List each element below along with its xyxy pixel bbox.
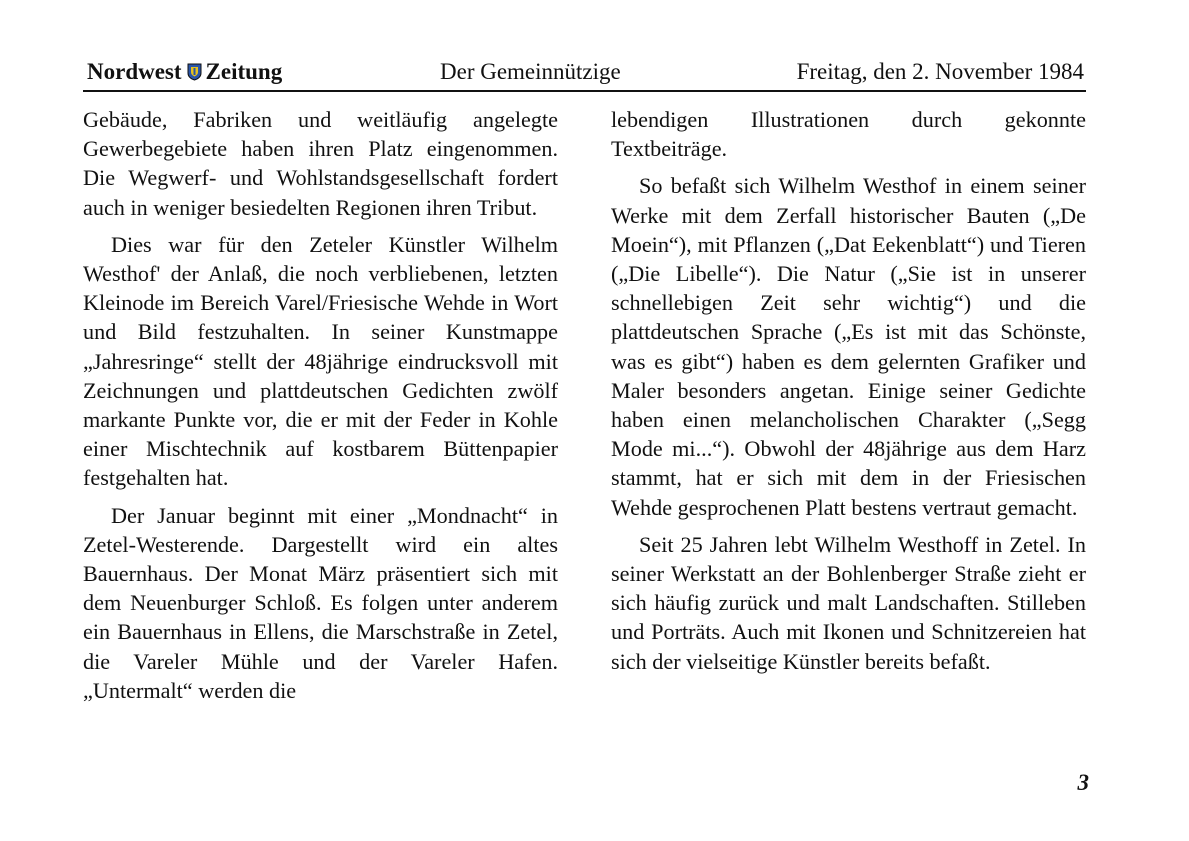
publication-name: Der Gemeinnützige xyxy=(440,59,621,84)
paragraph: Seit 25 Jahren lebt Wilhelm Westhoff in Zetel. In seiner Werkstatt an der Bohlenberger Straße zieht er sich häufig zurück und malt Landschaften. Stilleben und Porträts. Auch mit Ikonen und Schnitzereien hat sich der vielseitige Künstler bereits befaßt. xyxy=(611,531,1086,674)
masthead-word-nordwest: Nordwest xyxy=(87,59,182,84)
left-column xyxy=(83,105,558,713)
page-number: 3 xyxy=(1077,770,1089,795)
paragraph: So befaßt sich Wilhelm Westhof in einem seiner Werke mit dem Zerfall historischer Bauten („De Moein“), mit Pflanzen („Dat Eekenblatt“) und Tieren („Die Libelle“). Die Natur („Sie ist in unserer schnellebigen Zeit sehr wichtig“) und die plattdeutschen Sprache („Es ist mit das Schönste, was es gibt“) haben es dem gelernten Grafiker und Maler besonders angetan. Einige seiner Gedichte haben einen melancholischen Charakter („Segg Mode mi...“). Obwohl der 48jährige aus dem Harz stammt, hat er sich mit dem in der Friesischen Wehde gesprochenen Platt bestens vertraut gemacht. xyxy=(611,173,1086,520)
publication-date: Freitag, den 2. November 1984 xyxy=(796,59,1084,84)
right-column xyxy=(611,105,1086,684)
paragraph: lebendigen Illustrationen durch gekonnte Textbeiträge. xyxy=(611,107,1086,162)
coat-of-arms-icon xyxy=(187,63,202,81)
paragraph: Der Januar beginnt mit einer „Mondnacht“ in Zetel-Westerende. Dargestellt wird ein altes Bauernhaus. Der Monat März präsentiert sich mit dem Neuenburger Schloß. Es folgen unter anderem ein Bauernhaus in Ellens, die Marschstraße in Zetel, die Vareler Mühle und der Vareler Hafen. „Untermalt“ werden die xyxy=(83,502,558,703)
paragraph: Gebäude, Fabriken und weitläufig angelegte Gewerbegebiete haben ihren Platz eingenommen. Die Wegwerf- und Wohlstandsgesellschaft fordert auch in weniger besiedelten Regionen ihren Tribut. xyxy=(83,107,558,220)
newspaper-masthead xyxy=(87,56,282,88)
masthead-word-zeitung: Zeitung xyxy=(205,59,283,84)
paragraph: Dies war für den Zeteler Künstler Wilhelm Westhof' der Anlaß, die noch verbliebenen, letzten Kleinode im Bereich Varel/Friesische Wehde in Wort und Bild festzuhalten. In seiner Kunstmappe „Jahresringe“ stellt der 48jährige eindrucksvoll mit Zeichnungen und plattdeutschen Gedichten zwölf markante Punkte vor, die er mit der Feder in Kohle einer Mischtechnik auf kostbarem Büttenpapier festgehalten hat. xyxy=(83,231,558,491)
page-header xyxy=(83,56,1086,92)
